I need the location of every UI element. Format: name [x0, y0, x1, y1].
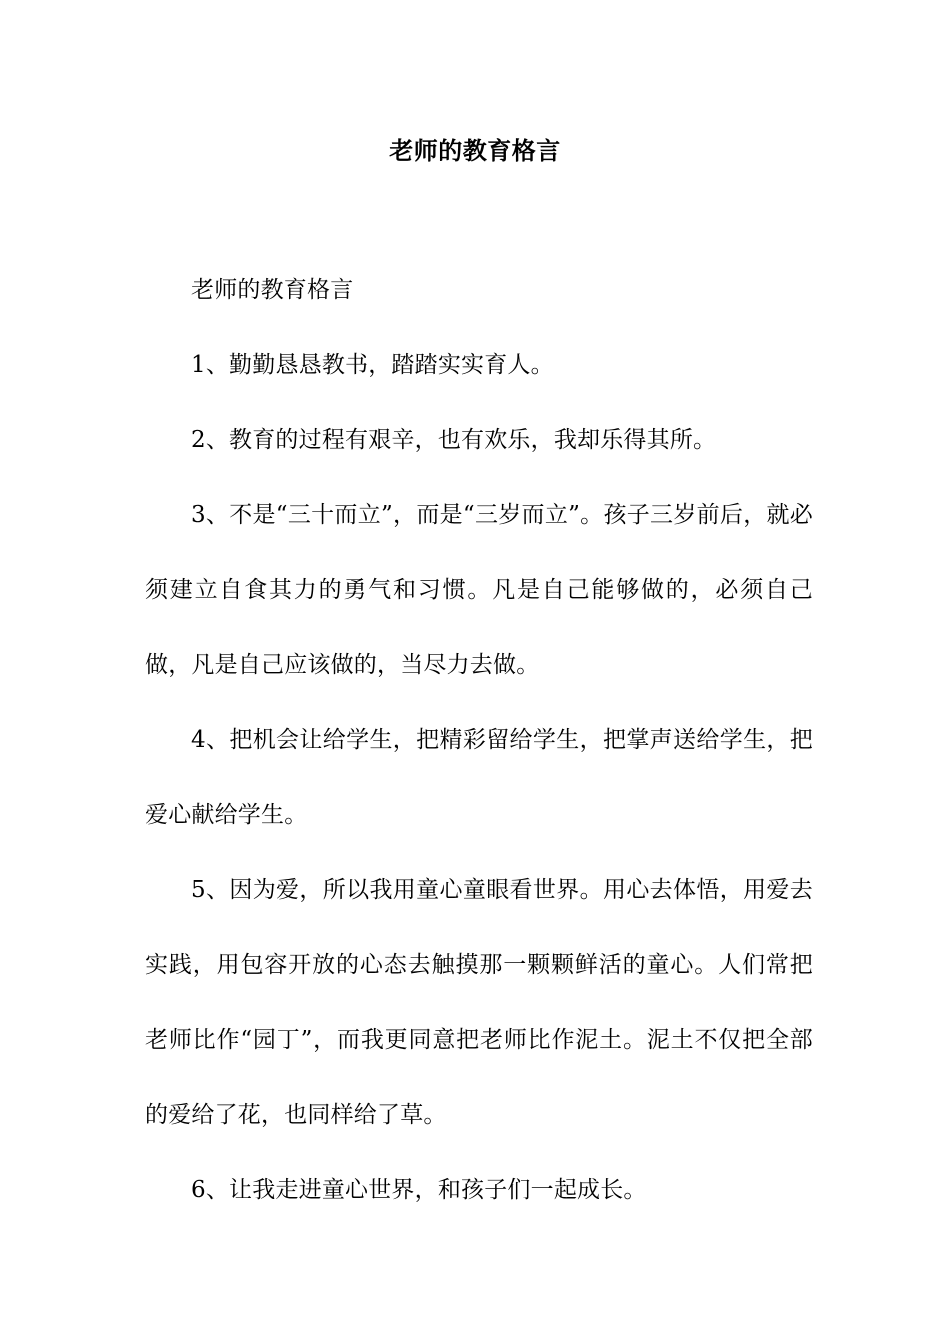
paragraph-maxim-2: 2、教育的过程有艰辛，也有欢乐，我却乐得其所。	[191, 427, 717, 453]
paragraph-maxim-5: 5、因为爱，所以我用童心童眼看世界。用心去体悟，用爱去实践，用包容开放的心态去触摸那一颗颗鲜活的童心。人们常把老师比作“园丁”，而我更同意把老师比作泥土。泥土不仅把全部的爱给了花，也同样给了草。	[145, 877, 813, 1128]
paragraph-heading: 老师的教育格言	[191, 277, 354, 303]
paragraph-maxim-6: 6、让我走进童心世界，和孩子们一起成长。	[191, 1177, 647, 1203]
document-title: 老师的教育格言	[389, 136, 561, 165]
paragraph-maxim-1: 1、勤勤恳恳教书，踏踏实实育人。	[191, 352, 554, 378]
document-body	[145, 253, 813, 1228]
paragraph-maxim-4: 4、把机会让给学生，把精彩留给学生，把掌声送给学生，把爱心献给学生。	[145, 727, 813, 828]
paragraph-maxim-3: 3、不是“三十而立”，而是“三岁而立”。孩子三岁前后，就必须建立自食其力的勇气和习惯。凡是自己能够做的，必须自己做，凡是自己应该做的，当尽力去做。	[145, 502, 813, 678]
